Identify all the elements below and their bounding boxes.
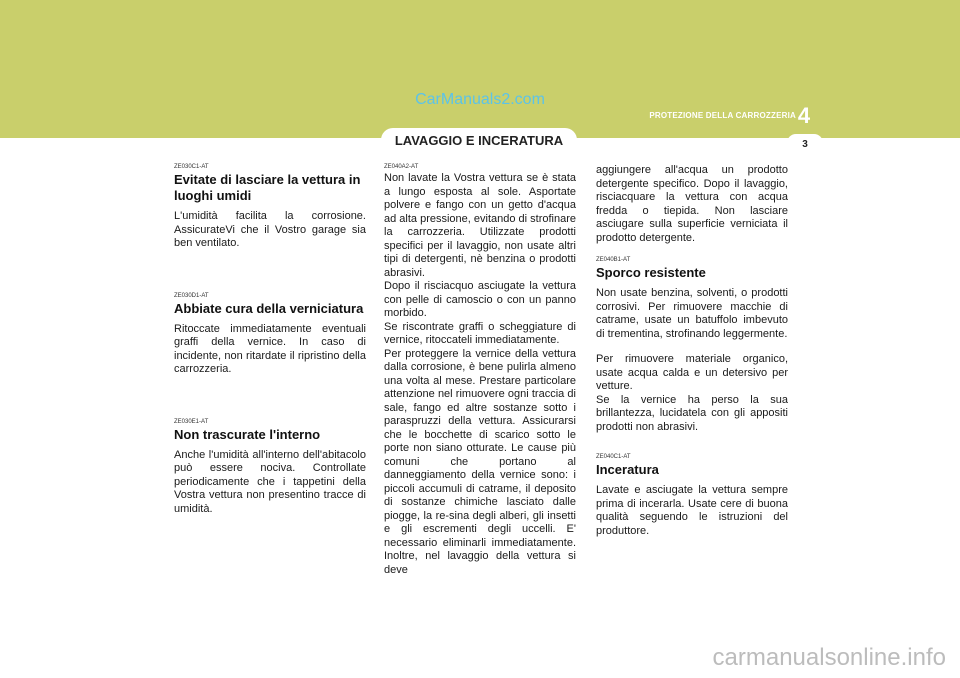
section-paint-care	[174, 293, 366, 377]
watermark-bottom: carmanualsonline.info	[712, 644, 946, 671]
column-3	[596, 164, 788, 538]
section-text: L'umidità facilita la corrosione. AssicurateVi che il Vostro garage sia ben ventilato.	[174, 210, 366, 249]
section-code: ZE040C1-AT	[596, 454, 631, 460]
section-code: ZE040A2-AT	[384, 164, 419, 170]
section-title: Sporco resistente	[596, 265, 706, 280]
section-title: Abbiate cura della verniciatura	[174, 300, 364, 316]
page-tab	[787, 134, 823, 152]
section-humid-places	[174, 164, 366, 251]
stubborn-dirt-paragraph-2: Per rimuovere materiale organico, usate acqua calda e un detersivo per vetture.	[596, 353, 788, 392]
waxing-paragraph: Lavate e asciugate la vettura sempre prima di incerarla. Usate cere di buona qualità seguendo le istruzioni del produttore.	[596, 484, 788, 537]
section-text: Anche l'umidità all'interno dell'abitacolo può essere nociva. Controllate periodicamente che i tappetini della Vostra vettura non presentino tracce di umidità.	[174, 448, 366, 515]
section-interior	[174, 419, 366, 517]
stubborn-dirt-paragraph-3: Se la vernice ha perso la sua brillantezza, lucidatela con gli appositi prodotti non abrasivi.	[596, 393, 788, 433]
section-title: Evitate di lasciare la vettura in luoghi umidi	[174, 172, 361, 203]
section-title: Inceratura	[596, 462, 659, 477]
column-2	[384, 164, 576, 577]
washing-paragraph-1: Non lavate la Vostra vettura se è stata a lungo esposta al sole. Asportate polvere e fango con un getto d'acqua ad alta pressione, evitando di strofinare la carrozzeria. Utilizzate prodotti specifici per il lavaggio, non usate altri tipi di detergenti, nè benzina o prodotti abrasivi.	[384, 172, 577, 279]
washing-paragraph-4: Per proteggere la vernice della vettura dalla corrosione, è bene pulirla almeno una volta al mese. Prestare particolare attenzione nel rimuovere ogni traccia di sale, fango ed altre sostanze sotto i paraspruzzi della vettura. Assicurarsi che le bocchette di scarico sotto le porte non siano otturate. Le cause più comuni che portano al danneggiamento della vernice sono: i piccoli accumuli di catrame, il deposito di sostanze chimiche lasciato dalle piogge, la re-sina degli alberi, gli insetti e gli escrementi degli uccelli. E' necessario eliminarli immediatamente. Inoltre, nel lavaggio della vettura si deve	[384, 347, 576, 576]
stubborn-dirt-paragraph-1: Non usate benzina, solventi, o prodotti corrosivi. Per rimuovere macchie di catrame, usate un batuffolo imbevuto di trementina, strofinando leggermente.	[596, 287, 788, 340]
section-tab: LAVAGGIO E INCERATURA	[381, 128, 577, 152]
section-text: Ritoccate immediatamente eventuali graffi della vernice. In caso di incidente, non ritardate il ripristino della carrozzeria.	[174, 322, 366, 375]
section-code: ZE030D1-AT	[174, 292, 209, 299]
washing-paragraph-3: Se riscontrate graffi o scheggiature di vernice, ritoccateli immediatamente.	[384, 320, 576, 346]
spacer	[596, 245, 788, 257]
spacer	[596, 434, 788, 454]
spacer	[174, 377, 366, 419]
section-code: ZE040B1-AT	[596, 257, 631, 263]
section-code: ZE030E1-AT	[174, 418, 209, 425]
spacer	[596, 341, 788, 353]
page-number: 3	[802, 139, 808, 150]
spacer	[174, 251, 366, 293]
watermark-top: CarManuals2.com	[415, 91, 545, 108]
section-code: ZE030C1-AT	[174, 164, 209, 170]
column-1	[174, 164, 366, 516]
section-title: Non trascurate l'interno	[174, 426, 321, 442]
washing-continued: aggiungere all'acqua un prodotto detergente specifico. Dopo il lavaggio, risciacquare la vettura con acqua fredda o tiepida. Non lasciare asciugare sulla superficie verniciata il prodotto detergente.	[596, 164, 788, 244]
section-name: PROTEZIONE DELLA CARROZZERIA	[649, 111, 796, 120]
chapter-number: 4	[797, 103, 811, 128]
washing-paragraph-2: Dopo il risciacquo asciugate la vettura con pelle di camoscio o con un panno morbido.	[384, 280, 576, 319]
header-band	[0, 0, 960, 138]
